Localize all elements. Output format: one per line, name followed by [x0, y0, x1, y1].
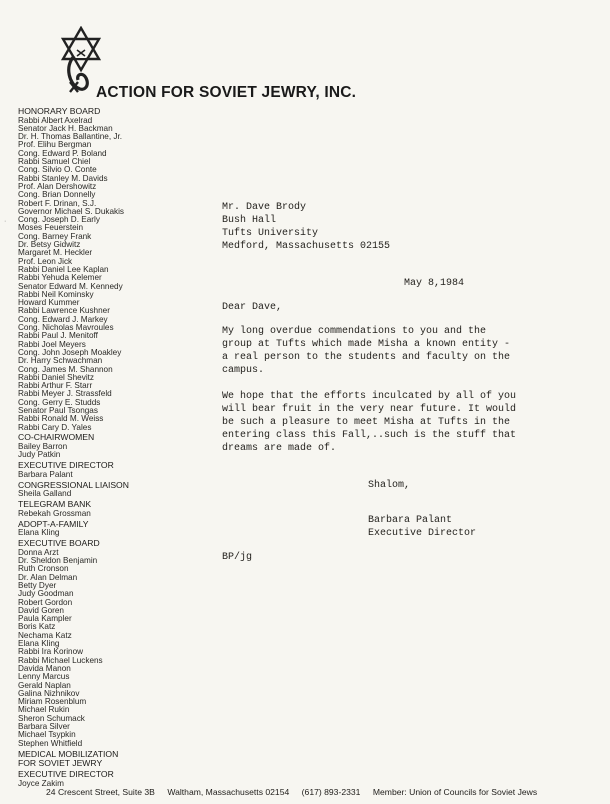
sidebar-name: Sheila Galland [18, 489, 72, 499]
text-line: We hope that the efforts inculcated by all of you [222, 391, 517, 402]
sidebar-section-heading: CO-CHAIRWOMEN [18, 432, 95, 443]
sidebar-section-heading: HONORARY BOARD [18, 106, 101, 116]
sidebar-name: Davida Manon [18, 663, 71, 673]
sidebar-name: Rabbi Albert Axelrad [18, 115, 93, 125]
sidebar-name: Paula Kampler [18, 614, 72, 624]
sidebar-name: Dr. Harry Schwachman [18, 356, 103, 366]
sidebar-name: Nechama Katz [18, 630, 72, 640]
footer-phone: (617) 893-2331 [301, 787, 361, 797]
sidebar-name: Rabbi Michael Luckens [18, 655, 103, 665]
sidebar-name: Elana Kling [18, 639, 60, 649]
sidebar-name: Cong. Silvio O. Conte [18, 165, 97, 175]
sidebar-name: Galina Nizhnikov [18, 688, 80, 698]
sidebar-name: Margaret M. Heckler [18, 248, 93, 258]
sidebar-name: Cong. Brian Donnelly [18, 190, 96, 200]
paragraph-one [222, 325, 510, 377]
sidebar-section-heading: EXECUTIVE DIRECTOR [18, 769, 114, 780]
sidebar-name: Dr. Betsy Gidwitz [18, 240, 81, 250]
sidebar-name: Rebekah Grossman [18, 508, 91, 518]
sidebar-section-heading: ADOPT-A-FAMILY [18, 518, 89, 529]
sidebar-name: Rabbi Ira Korinow [18, 647, 84, 657]
sidebar-section-heading: MEDICAL MOBILIZATION FOR SOVIET JEWRY [18, 748, 119, 769]
sidebar-name: David Goren [18, 605, 64, 615]
sidebar-name: Rabbi Arthur F. Starr [18, 381, 93, 391]
sidebar-name: Donna Arzt [18, 547, 59, 557]
sidebar-name: Cong. Gerry E. Studds [18, 397, 101, 407]
sidebar-name: Rabbi Meyer J. Strassfeld [18, 389, 112, 399]
sidebar-name: Michael Rukin [18, 705, 70, 715]
address-line: Mr. Dave Brody [222, 202, 307, 213]
text-line: My long overdue commendations to you and the [222, 326, 487, 337]
typist-initials: BP/jg [222, 552, 253, 563]
sidebar-name: Senator Edward M. Kennedy [18, 281, 123, 291]
sidebar-name: Senator Jack H. Backman [18, 123, 113, 133]
sidebar-name: Barbara Silver [18, 722, 70, 732]
sidebar-name: Joyce Zakim [18, 778, 64, 788]
sidebar-name: Rabbi Stanley M. Davids [18, 173, 108, 183]
closing: Shalom, [368, 480, 411, 491]
sidebar-section-heading: CONGRESSIONAL LIAISON [18, 479, 129, 490]
sidebar-name: Sheron Schumack [18, 713, 85, 723]
text-line: dreams are made of. [222, 443, 337, 454]
sidebar-name: Rabbi Cary D. Yales [18, 422, 92, 432]
letterhead-sidebar [18, 107, 208, 788]
sidebar-name: Lenny Marcus [18, 672, 70, 682]
sidebar-name: Rabbi Paul J. Menitoff [18, 331, 98, 341]
sidebar-name: Cong. John Joseph Moakley [18, 347, 122, 357]
sidebar-name: Judy Patkin [18, 450, 61, 460]
text-line: campus. [222, 365, 265, 376]
footer-city: Waltham, Massachusetts 02154 [167, 787, 290, 797]
letterhead-footer [46, 787, 547, 797]
sidebar-name: Cong. Nicholas Mavroules [18, 323, 114, 333]
sidebar-name: Rabbi Daniel Shevitz [18, 372, 95, 382]
sidebar-name: Barbara Palant [18, 469, 73, 479]
text-line: entering class this Fall,..such is the stuff that [222, 430, 517, 441]
sidebar-name: Cong. Joseph D. Early [18, 215, 100, 225]
sidebar-name: Rabbi Samuel Chiel [18, 157, 91, 167]
sidebar-name: Moses Feuerstein [18, 223, 84, 233]
address-line: Tufts University [222, 228, 319, 239]
sidebar-name: Howard Kummer [18, 298, 80, 308]
sidebar-name: Rabbi Ronald M. Weiss [18, 414, 104, 424]
letter-date: May 8,1984 [404, 278, 465, 289]
text-line: group at Tufts which made Misha a known entity - [222, 339, 511, 350]
sidebar-name: Boris Katz [18, 622, 56, 632]
punch-hole-mark: · [4, 218, 7, 225]
sidebar-name: Betty Dyer [18, 580, 57, 590]
sidebar-name: Cong. Barney Frank [18, 231, 92, 241]
text-line: be such a pleasure to meet Misha at Tufts in the [222, 417, 511, 428]
sidebar-name: Rabbi Joel Meyers [18, 339, 86, 349]
sidebar-section-heading: TELEGRAM BANK [18, 499, 92, 510]
sidebar-name: Rabbi Yehuda Kelemer [18, 273, 102, 283]
address-line: Medford, Massachusetts 02155 [222, 241, 391, 252]
salutation: Dear Dave, [222, 302, 283, 313]
sidebar-name: Bailey Barron [18, 442, 68, 452]
sidebar-name: Prof. Elihu Bergman [18, 140, 92, 150]
sidebar-name: Michael Tsypkin [18, 730, 76, 740]
sidebar-name: Dr. Alan Delman [18, 572, 78, 582]
sidebar-name: Dr. Sheldon Benjamin [18, 556, 98, 566]
sidebar-name: Prof. Leon Jick [18, 256, 73, 266]
sidebar-name: Stephen Whitfield [18, 738, 83, 748]
footer-membership: Member: Union of Councils for Soviet Jews [372, 787, 538, 797]
sidebar-name: Gerald Naplan [18, 680, 71, 690]
sidebar-name: Judy Goodman [18, 589, 74, 599]
footer-street: 24 Crescent Street, Suite 3B [46, 787, 155, 797]
sidebar-name: Cong. Edward P. Boland [18, 148, 107, 158]
sidebar-name: Ruth Cronson [18, 564, 69, 574]
sidebar-section-heading: EXECUTIVE DIRECTOR [18, 460, 114, 471]
sidebar-name: Rabbi Daniel Lee Kaplan [18, 264, 109, 274]
sidebar-name: Governor Michael S. Dukakis [18, 206, 125, 216]
paragraph-two [222, 390, 516, 455]
sidebar-name: Miriam Rosenblum [18, 697, 87, 707]
sidebar-name: Cong. James M. Shannon [18, 364, 113, 374]
text-line: will bear fruit in the very near future. It would [222, 404, 517, 415]
sidebar-name: Senator Paul Tsongas [18, 405, 98, 415]
sidebar-name: Rabbi Lawrence Kushner [18, 306, 110, 316]
sidebar-name: Cong. Edward J. Markey [18, 314, 108, 324]
organization-name: ACTION FOR SOVIET JEWRY, INC. [96, 84, 357, 101]
address-line: Bush Hall [222, 215, 277, 226]
signature-block [368, 514, 476, 540]
sidebar-name: Dr. H. Thomas Ballantine, Jr. [18, 132, 123, 142]
sidebar-name: Robert Gordon [18, 597, 73, 607]
text-line: a real person to the students and faculty on the [222, 352, 511, 363]
signer-name: Barbara Palant [368, 515, 453, 526]
sidebar-name: Prof. Alan Dershowitz [18, 181, 97, 191]
signer-title: Executive Director [368, 528, 477, 539]
sidebar-name: Robert F. Drinan, S.J. [18, 198, 97, 208]
recipient-address [222, 201, 390, 253]
sidebar-name: Rabbi Neil Kominsky [18, 289, 94, 299]
sidebar-name: Elana Kling [18, 528, 60, 538]
sidebar-section-heading: EXECUTIVE BOARD [18, 538, 100, 549]
